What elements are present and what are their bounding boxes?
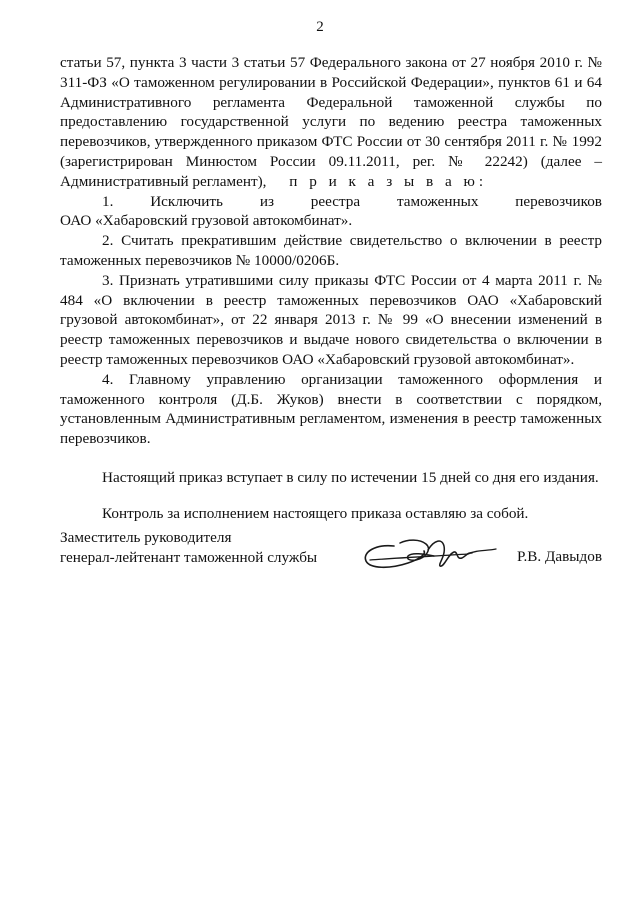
item-2-paragraph: 2. Считать прекратившим действие свидетельство о включении в реестр таможенных перевозчиков № 10000/0206Б. <box>60 232 602 269</box>
item-3-paragraph: 3. Признать утратившими силу приказы ФТС России от 4 марта 2011 г. № 484 «О включении в реестр таможенных перевозчиков ОАО «Хабаровский грузовой автокомбинат», от 22 января 2013 г. № 99 «О внесении изменений в реестр таможенных перевозчиков и выдаче нового свидетельства о включении в реестр таможенных перевозчиков ОАО «Хабаровский грузовой автокомбинат». <box>60 271 602 368</box>
preamble-line-1: статьи 57, пункта 3 части 3 статьи 57 Федерального закона от 27 ноября 2010 г. <box>60 54 583 71</box>
signer-position-line-1: Заместитель руководителя <box>60 529 232 546</box>
item-1-word: таможенных <box>396 192 479 210</box>
page-number: 2 <box>316 19 324 35</box>
effective-date-paragraph: Настоящий приказ вступает в силу по истечении 15 дней со дня его издания. <box>102 468 599 486</box>
handwritten-signature <box>356 530 506 574</box>
item-1-word: перевозчиков <box>515 192 602 210</box>
preamble-last: (далее – Административный регламент), <box>60 152 602 190</box>
item-1-continuation: ОАО «Хабаровский грузовой автокомбинат». <box>60 212 353 230</box>
item-1-first-line <box>60 192 602 212</box>
item-1-word: Исключить <box>150 192 223 210</box>
preamble-text: № 311-ФЗ «О таможенном регулировании в Российской Федерации», пунктов 61 и 64 Административного регламента Федеральной таможенной службы по предоставлению государственной услуги по ведению реестра таможенных перевозчиков, утвержденного приказом ФТС России от 30 сентября 2011 г. № 1992 (зарегистрирован Минюстом России 09.11.2011, рег. № 22242) <box>60 54 602 170</box>
order-body <box>60 53 602 524</box>
preamble-paragraph <box>60 53 602 192</box>
prikazyvayu-word: п р и к а з ы в а ю: <box>289 172 488 190</box>
item-1-word: из <box>259 192 274 210</box>
signer-position <box>60 528 317 568</box>
signer-name: Р.В. Давыдов <box>516 548 602 565</box>
signer-position-line-2: генерал-лейтенант таможенной службы <box>60 548 318 566</box>
item-1-word: 1. <box>102 192 114 210</box>
control-paragraph: Контроль за исполнением настоящего приказа оставляю за собой. <box>102 504 529 522</box>
item-1-word: реестра <box>310 192 361 210</box>
item-4-paragraph: 4. Главному управлению организации таможенного оформления и таможенного контроля (Д.Б. Жуков) внести в соответствии с порядком, установленным Административным регламентом, изменения в реестр таможенных перевозчиков. <box>60 370 602 448</box>
signature-block <box>60 528 602 578</box>
